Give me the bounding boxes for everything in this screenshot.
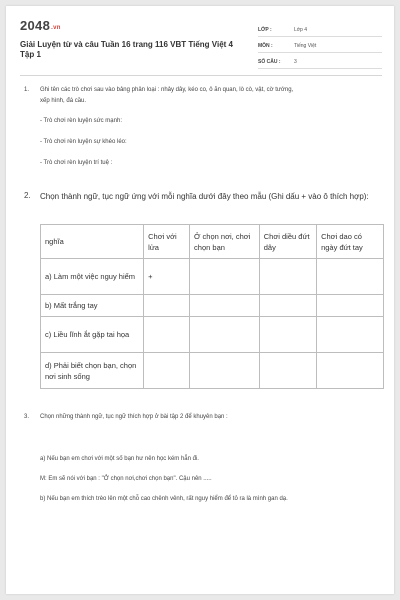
meta-row-subject (258, 40, 382, 53)
document-title: Giải Luyện từ và câu Tuần 16 trang 116 VBT Tiếng Việt 4 Tập 1 (20, 40, 233, 59)
question-number: 3. (24, 414, 30, 420)
document-page (6, 6, 394, 594)
table-header-cell: Ở chọn nơi, chơi chọn bạn (190, 225, 260, 259)
table-header-cell: Chơi với lửa (144, 225, 190, 259)
question-text: Chọn thành ngữ, tục ngữ ứng với mỗi nghĩa dưới đây theo mẫu (Ghi dấu + vào ô thích hợp): (40, 192, 369, 201)
question-number: 1. (24, 87, 30, 93)
table-cell[interactable] (190, 259, 260, 295)
table-cell[interactable] (190, 295, 260, 317)
meta-key: SỐ CÂU : (258, 59, 281, 65)
table-cell[interactable]: + (144, 259, 190, 295)
table-cell[interactable] (144, 317, 190, 353)
question-3 (20, 414, 382, 524)
table-cell[interactable] (190, 317, 260, 353)
table-cell[interactable] (259, 317, 316, 353)
table-header-row (41, 225, 384, 259)
question-1 (20, 87, 382, 197)
table-row (41, 295, 384, 317)
sub-item: b) Nếu bạn em thích trèo lên một chỗ cao chênh vênh, rất nguy hiểm để tỏ ra là mình gan dạ. (40, 496, 288, 502)
question-text: Ghi tên các trò chơi sau vào bảng phân loại : nhảy dây, kéo co, ô ăn quan, lò cò, vật, cờ tướng, (40, 87, 294, 93)
table-row-label: b) Mất trắng tay (41, 295, 144, 317)
table-row-label: c) Liều lĩnh ắt gặp tai họa (41, 317, 144, 353)
list-item: - Trò chơi rèn luyện sự khéo léo: (40, 139, 127, 145)
header-divider (20, 75, 382, 76)
answer-table (40, 224, 384, 389)
meta-value: Tiếng Việt (294, 43, 317, 49)
question-text: Chọn những thành ngữ, tục ngữ thích hợp ở bài tập 2 để khuyên bạn : (40, 414, 228, 420)
table-header-cell: Chơi dao có ngày đứt tay (317, 225, 384, 259)
table-row (41, 353, 384, 389)
meta-key: MÔN : (258, 43, 273, 49)
meta-value: 3 (294, 59, 297, 65)
meta-row-class (258, 24, 382, 37)
list-item: - Trò chơi rèn luyện trí tuệ : (40, 160, 113, 166)
document-header (20, 18, 382, 66)
table-cell[interactable] (259, 259, 316, 295)
table-cell[interactable] (190, 353, 260, 389)
question-2 (20, 191, 382, 221)
table-row (41, 259, 384, 295)
list-item: - Trò chơi rèn luyện sức mạnh: (40, 118, 122, 124)
table-cell[interactable] (144, 295, 190, 317)
table-cell[interactable] (317, 353, 384, 389)
question-number: 2. (24, 191, 31, 200)
meta-value: Lớp 4 (294, 27, 308, 33)
table-cell[interactable] (259, 295, 316, 317)
logo-main: 2048 (20, 18, 51, 33)
site-logo[interactable] (20, 18, 61, 33)
logo-sub: .vn (51, 25, 61, 31)
table-cell[interactable] (259, 353, 316, 389)
meta-block (258, 24, 382, 72)
table-row (41, 317, 384, 353)
table-row-label: d) Phải biết chọn bạn, chọn nơi sinh sống (41, 353, 144, 389)
table-cell[interactable] (317, 317, 384, 353)
meta-key: LỚP : (258, 27, 272, 33)
table-cell[interactable] (144, 353, 190, 389)
table-row-label: a) Làm một việc nguy hiểm (41, 259, 144, 295)
table-cell[interactable] (317, 259, 384, 295)
example-text: M: Em sẽ nói với bạn : "Ở chọn nơi,chơi chọn bạn". Cậu nên ..... (40, 476, 212, 482)
sub-item: a) Nếu bạn em chơi với một số bạn hư nên học kém hẳn đi. (40, 456, 199, 462)
table-cell[interactable] (317, 295, 384, 317)
question-text-cont: xếp hình, đá cầu. (40, 98, 87, 104)
meta-row-count (258, 56, 382, 69)
table-header-cell: nghĩa (41, 225, 144, 259)
table-header-cell: Chơi diều đứt dây (259, 225, 316, 259)
